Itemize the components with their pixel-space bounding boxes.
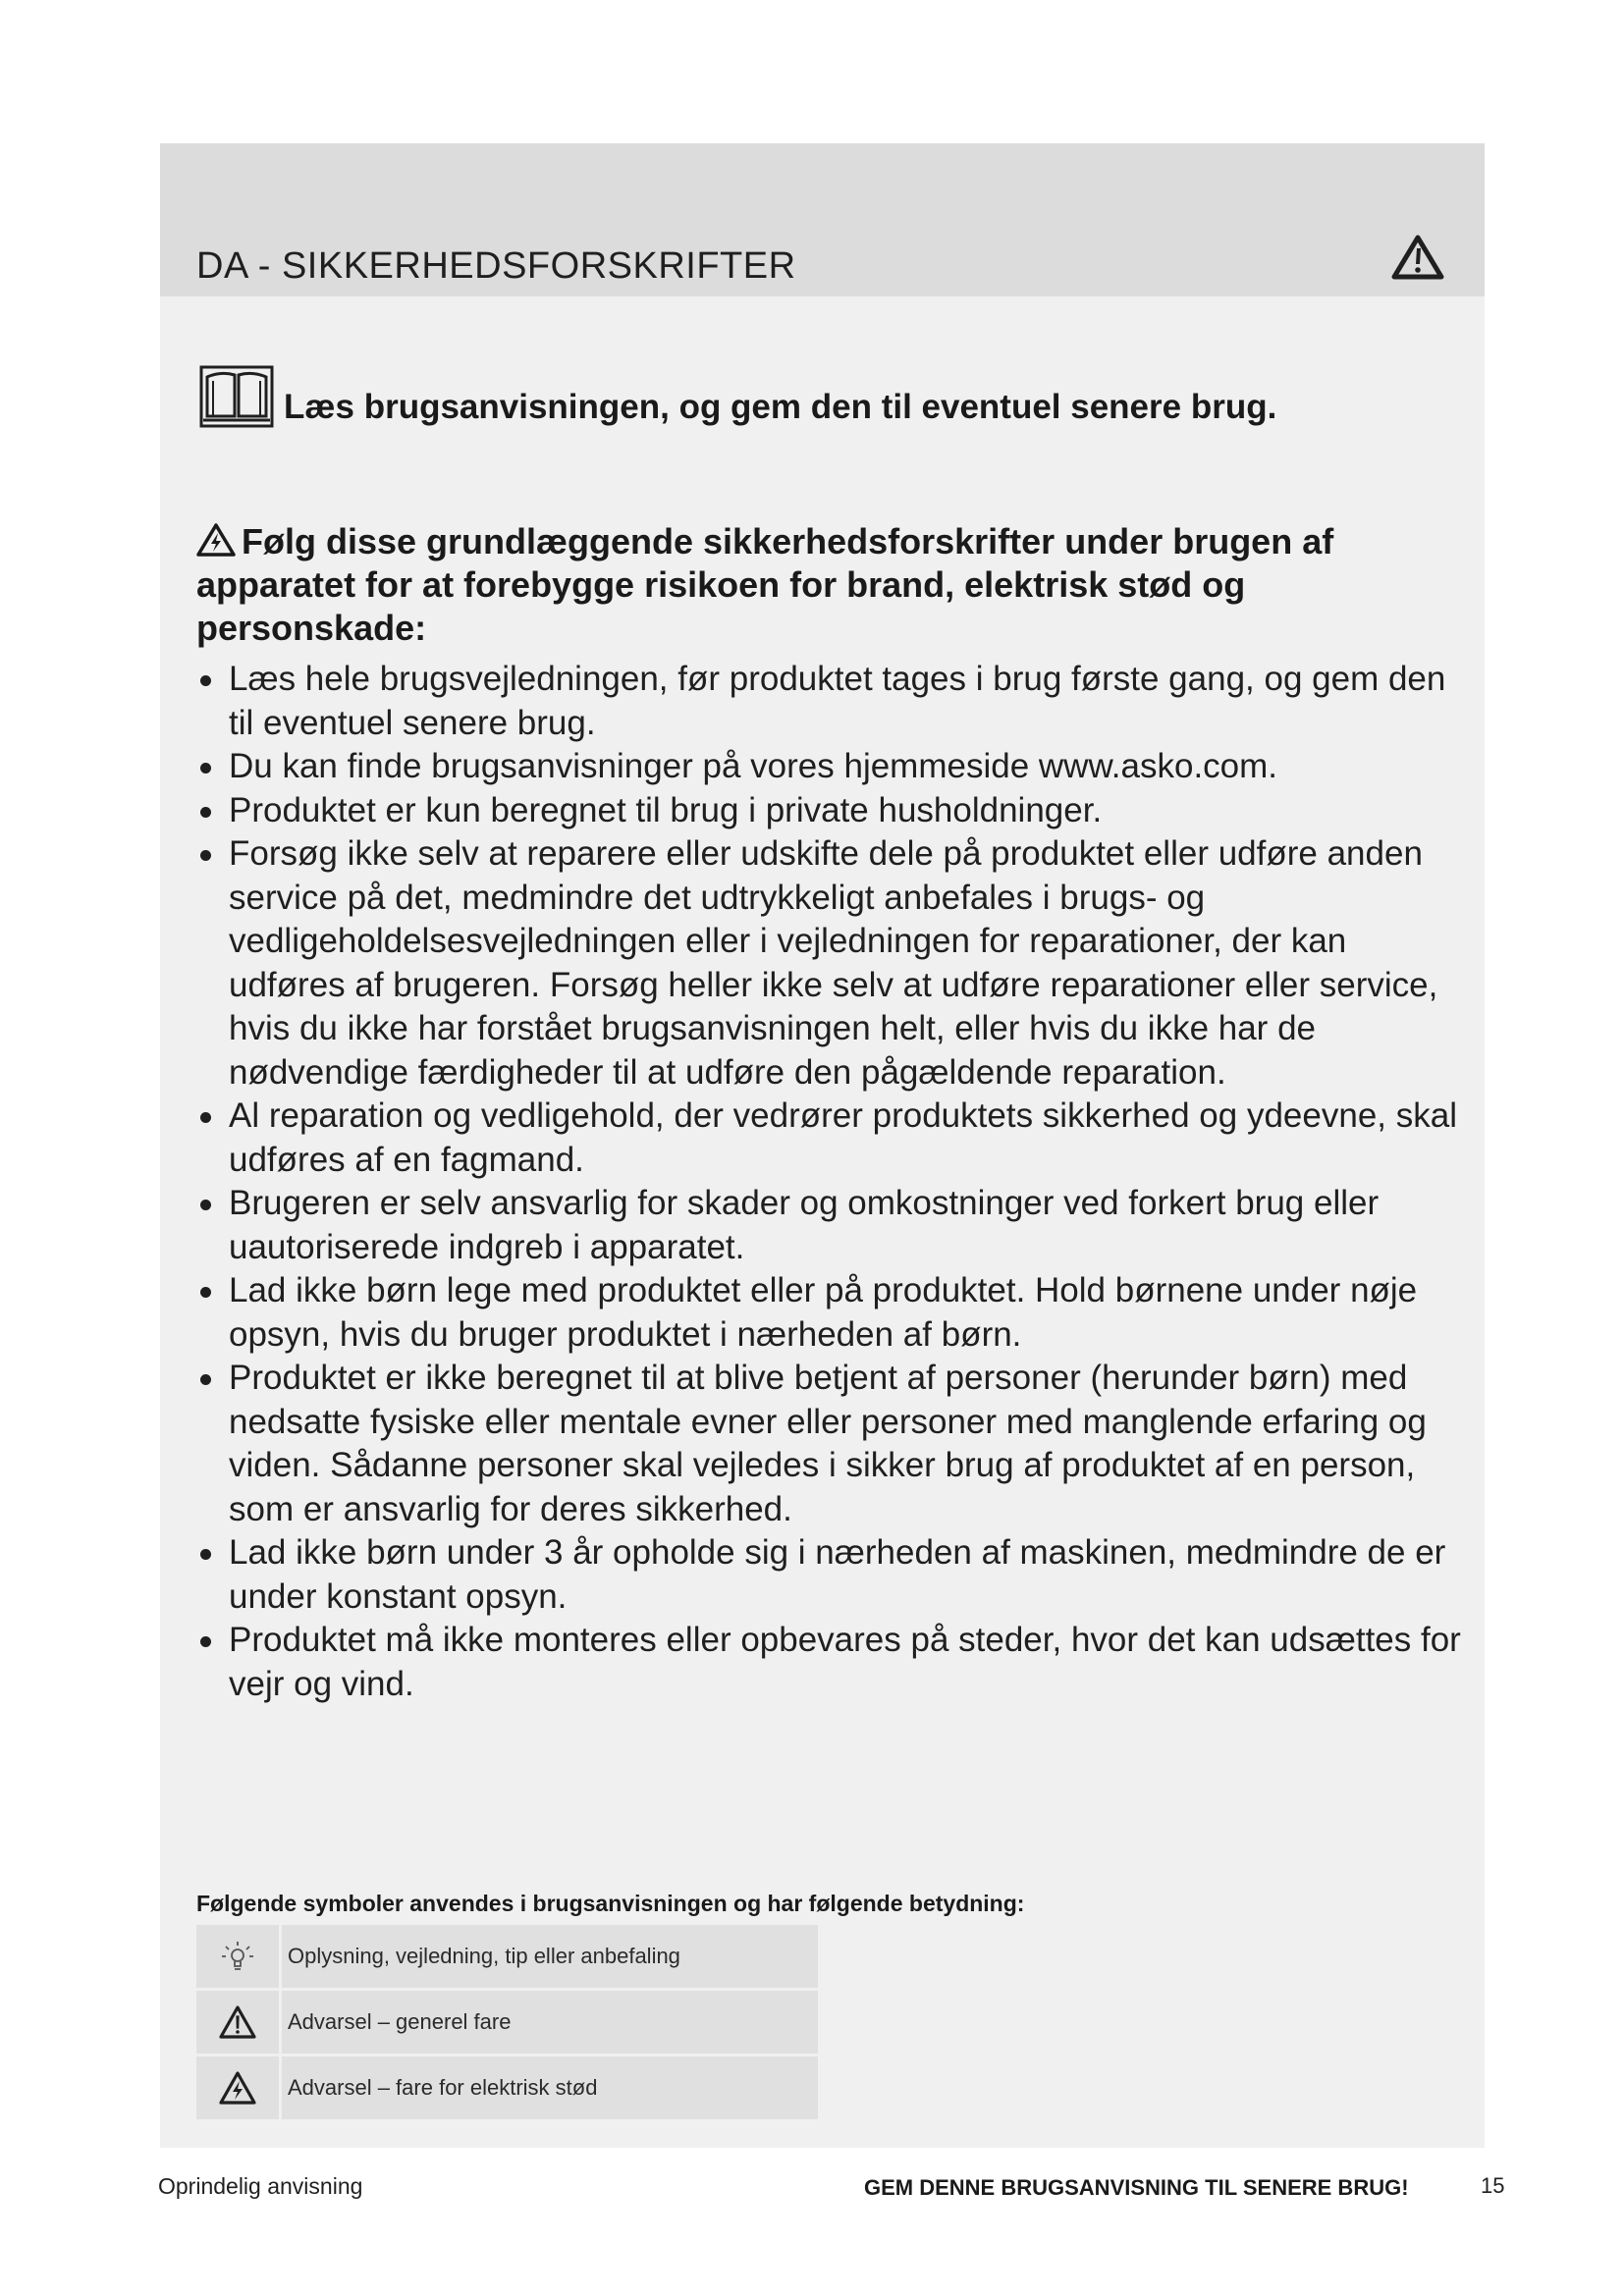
book-icon	[199, 365, 274, 428]
list-item: Lad ikke børn lege med produktet eller på produktet. Hold børnene under nøje opsyn, hvis du bruger produktet i nærheden af børn.	[196, 1269, 1463, 1357]
list-item: Du kan finde brugsanvisninger på vores hjemmeside www.asko.com.	[196, 745, 1463, 789]
safety-heading-text: Følg disse grundlæggende sikkerhedsforskrifter under brugen af apparatet for at forebygge risikoen for brand, elektrisk stød og personskade:	[196, 521, 1334, 648]
list-item: Produktet må ikke monteres eller opbevares på steder, hvor det kan udsættes for vejr og vind.	[196, 1619, 1463, 1706]
read-manual-text: Læs brugsanvisningen, og gem den til eventuel senere brug.	[284, 388, 1277, 426]
electric-warning-icon	[218, 2070, 257, 2106]
list-item: Forsøg ikke selv at reparere eller udskifte dele på produktet eller udføre anden service på det, medmindre det udtrykkeligt anbefales i brugs- og vedligeholdelsesvejledningen eller i vejledningen for reparationer, der kan udføres af brugeren. Forsøg heller ikke selv at udføre reparationer eller service, hvis du ikke har forstået brugsanvisningen helt, eller hvis du ikke har de nødvendige færdigheder til at udføre den pågældende reparation.	[196, 832, 1463, 1095]
table-row	[196, 2056, 818, 2119]
lightbulb-icon	[220, 1939, 255, 1974]
safety-heading	[196, 520, 1404, 650]
electric-warning-icon	[196, 523, 236, 557]
section-header	[160, 143, 1485, 296]
symbol-description: Advarsel – fare for elektrisk stød	[282, 2056, 818, 2119]
page-number: 15	[1481, 2173, 1505, 2198]
list-item: Produktet er kun beregnet til brug i private husholdninger.	[196, 789, 1463, 833]
symbols-title: Følgende symboler anvendes i brugsanvisningen og har følgende betydning:	[196, 1891, 1025, 1916]
list-item: Læs hele brugsvejledningen, før produktet tages i brug første gang, og gem den til eventuel senere brug.	[196, 658, 1463, 745]
list-item: Al reparation og vedligehold, der vedrører produktets sikkerhed og ydeevne, skal udføres af en fagmand.	[196, 1095, 1463, 1182]
footer-original-note: Oprindelig anvisning	[158, 2173, 363, 2199]
list-item: Produktet er ikke beregnet til at blive betjent af personer (herunder børn) med nedsatte fysiske eller mentale evner eller personer med manglende erfaring og viden. Sådanne personer skal vejledes i sikker brug af produktet af en person, som er ansvarlig for deres sikkerhed.	[196, 1357, 1463, 1531]
symbols-table	[196, 1925, 818, 2122]
symbol-description: Oplysning, vejledning, tip eller anbefaling	[282, 1925, 818, 1988]
footer-save-note: GEM DENNE BRUGSANVISNING TIL SENERE BRUG!	[864, 2175, 1409, 2200]
table-row	[196, 1925, 818, 1988]
section-title: DA - SIKKERHEDSFORSKRIFTER	[196, 245, 796, 287]
table-row	[196, 1991, 818, 2054]
warning-triangle-icon	[218, 2004, 257, 2040]
read-manual-notice	[199, 365, 1276, 428]
symbol-description: Advarsel – generel fare	[282, 1991, 818, 2054]
list-item: Brugeren er selv ansvarlig for skader og omkostninger ved forkert brug eller uautoriserede indgreb i apparatet.	[196, 1182, 1463, 1269]
safety-bullet-list	[196, 658, 1463, 1706]
list-item: Lad ikke børn under 3 år opholde sig i nærheden af maskinen, medmindre de er under konstant opsyn.	[196, 1531, 1463, 1619]
warning-triangle-icon	[1391, 234, 1444, 281]
safety-panel	[160, 143, 1485, 2148]
